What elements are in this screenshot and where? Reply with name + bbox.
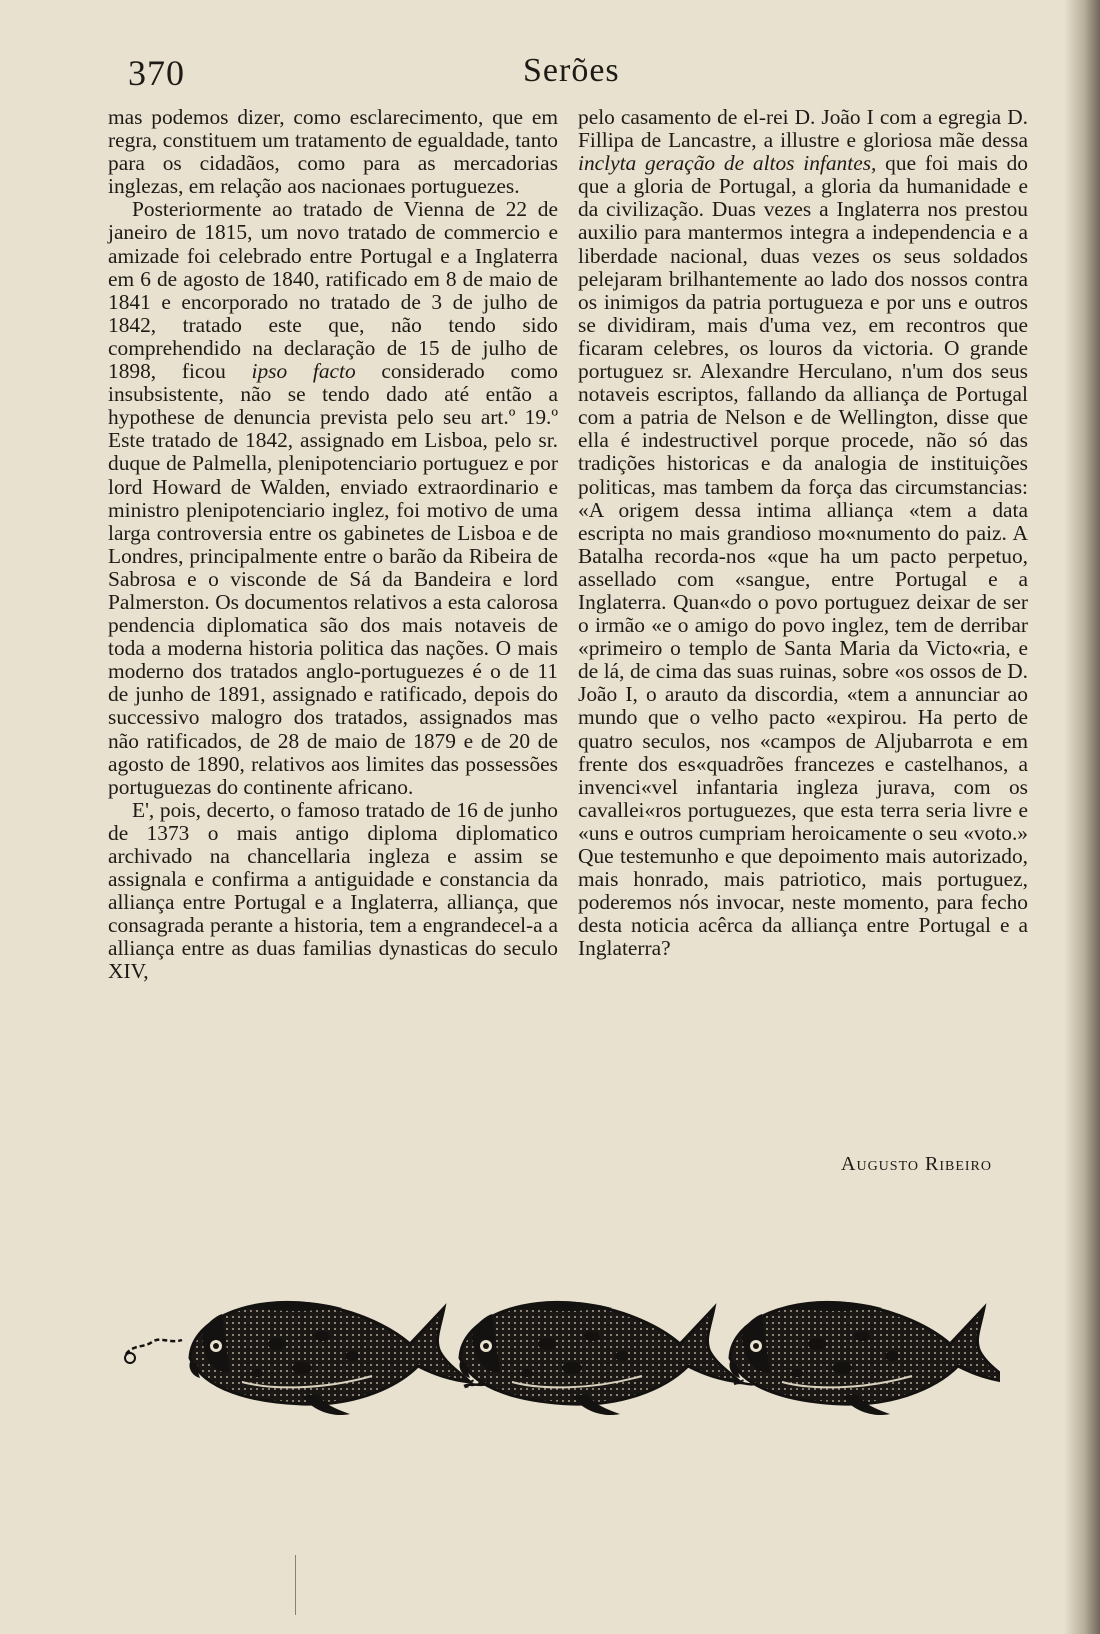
page-edge-shadow bbox=[1064, 0, 1100, 1634]
scan-mark bbox=[295, 1555, 296, 1615]
paragraph-text: que foi mais do que a gloria de Portugal, a gloria da humanidade e da civilização. Duas vezes a Inglaterra nos prestou auxilio para mantermos integra a independencia e a liberdade nacional, duas vezes os seus soldados pelejaram brilhantemente ao lado dos nossos contra os inimigos da patria portugueza e por uns e outros se dividiram, mais d'uma vez, em recontros que ficaram celebres, os louros da victoria. O grande portuguez sr. Alexandre Herculano, n'um dos seus notaveis escriptos, fallando da alliança de Portugal com a patria de Nelson e de Wellington, disse que ella é indestructivel porque procede, não só das tradições historicas e da analogia de instituições politicas, mas tambem da força das circumstancias: «A origem dessa intima alliança «tem a data escripta no mais grandioso mo«numento do paiz. A Batalha recorda-nos «que ha um pacto perpetuo, assellado com «sangue, entre Portugal e a Inglaterra. Quan«do o povo portuguez deixar de ser o irmão «e o amigo do povo inglez, tem de derribar «primeiro o templo de Santa Maria da Victo«ria, e de lá, de cima das suas ruinas, sobre «os ossos de D. João I, o arauto da discordia, «tem a annunciar ao mundo que o velho pacto «expirou. Ha perto de quatro seculos, nos «campos de Aljubarrota e em frente dos es«quadrões francezes e castelhanos, a invenci«vel infantaria ingleza jurava, com os cavallei«ros portuguezes, que esta terra seria livre e «uns e outros cumpriam heroicamente o seu «voto.» Que testemunho e que depoimento mais autorizado, mais honrado, mais patriotico, mais portuguez, poderemos nós invocar, neste momento, para fecho desta noticia acêrca da alliança entre Portugal e a Inglaterra? bbox=[578, 151, 1028, 961]
paragraph: mas podemos dizer, como esclarecimento, que em regra, constituem um tratamento de egualdade, tanto para os cidadãos, como para as mercadorias inglezas, em relação aos nacionaes portuguezes. bbox=[108, 105, 558, 199]
italic-phrase: inclyta geração de altos infantes, bbox=[578, 151, 877, 176]
paragraph bbox=[108, 198, 558, 798]
author-signature: Augusto Ribeiro bbox=[841, 1153, 992, 1175]
right-column bbox=[578, 106, 1028, 960]
paragraph bbox=[578, 106, 1028, 960]
italic-phrase: ipso facto bbox=[251, 359, 356, 384]
page-number: 370 bbox=[128, 53, 185, 93]
left-column bbox=[108, 106, 558, 984]
paragraph-text: Posteriormente ao tratado de Vienna de 22 de janeiro de 1815, um novo tratado de commercio e amizade foi celebrado entre Portugal e a Inglaterra em 6 de agosto de 1840, ratificado em 8 de maio de 1841 e encorporado no tratado de 3 de julho de 1842, tratado este que, não tendo sido comprehendido na declaração de 15 de julho de 1898, ficou bbox=[108, 197, 558, 384]
running-title: Serões bbox=[523, 52, 620, 89]
paragraph-text: pelo casamento de el-rei D. João I com a egregia D. Fillipa de Lancastre, a illustre e gloriosa mãe dessa bbox=[578, 105, 1028, 153]
paragraph-text: considerado como insubsistente, não se tendo dado até então a hypothese de denuncia prevista pelo seu art.º 19.º Este tratado de 1842, assignado em Lisboa, pelo sr. duque de Palmella, plenipotenciario portuguez e por lord Howard de Walden, enviado extraordinario e ministro plenipotenciario inglez, foi motivo de uma larga controversia entre os gabinetes de Lisboa e de Londres, principalmente entre o barão da Ribeira de Sabrosa e o visconde de Sá da Bandeira e lord Palmerston. Os documentos relativos a esta calorosa pendencia diplomatica são dos mais notaveis de toda a moderna historia politica das nações. O mais moderno dos tratados anglo-portuguezes é o de 11 de junho de 1891, assignado e ratificado, depois do successivo malogro dos tratados, assignados mas não ratificados, de 28 de maio de 1879 e de 20 de agosto de 1890, relativos aos limites das possessões portuguezas do continente africano. bbox=[108, 359, 558, 799]
paragraph: E', pois, decerto, o famoso tratado de 16 de junho de 1373 o mais antigo diploma diplomatico archivado na chancellaria ingleza e assim se assignala e confirma a antiguidade e constancia da alliança entre Portugal e a Inglaterra, alliança, que consagrada perante a historia, tem a engrandecel-a a alliança entre as duas familias dynasticas do seculo XIV, bbox=[108, 797, 558, 984]
page-header bbox=[128, 52, 988, 100]
fish-chain-icon bbox=[120, 1278, 1000, 1428]
